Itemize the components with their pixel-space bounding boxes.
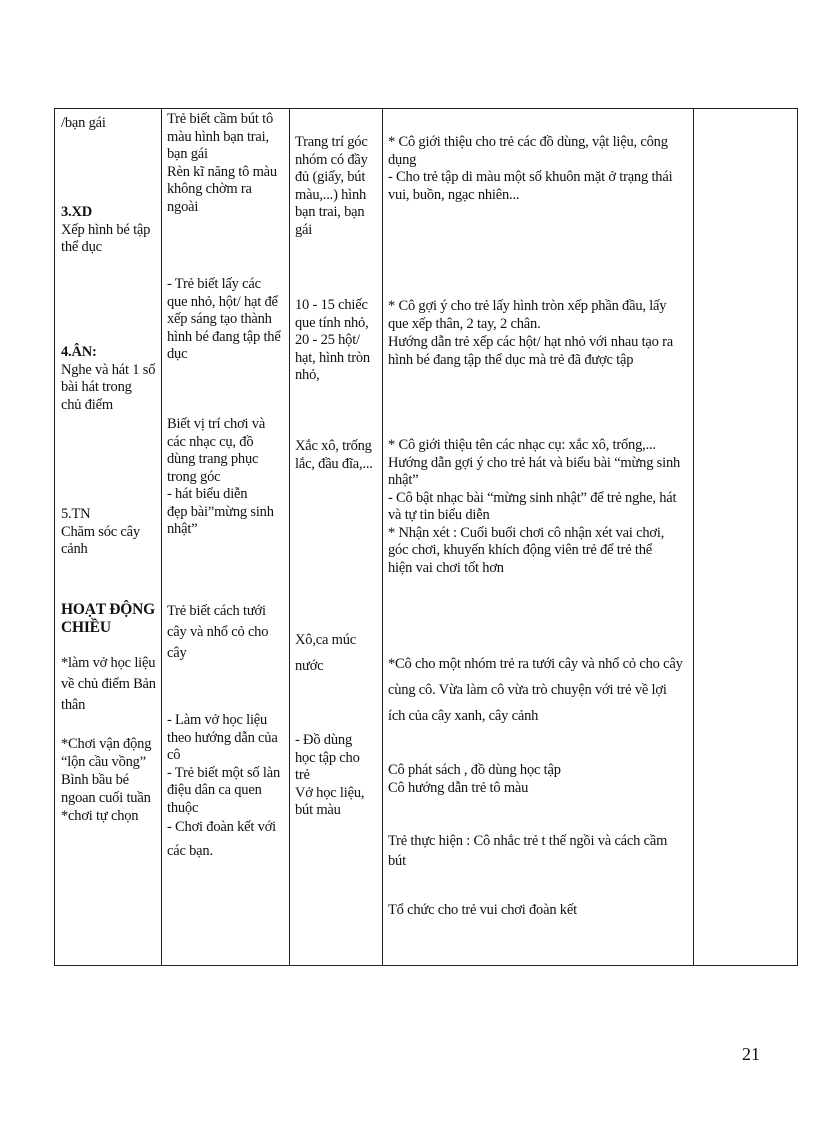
column-divider [693,109,694,965]
objective-block: Biết vị trí chơi và các nhạc cụ, đồ dùng trang phục trong góc - hát biểu diễn đẹp bài”mừng sinh nhật” [167,416,274,537]
material-block: Xắc xô, trống lắc, đầu đĩa,... [295,438,373,472]
material-block: Trang trí góc nhóm có đầy đủ (giấy, bút màu,...) hình bạn trai, bạn gái [295,134,368,238]
activity-block: *làm vở học liệu về chủ điểm Bản thân [61,655,156,713]
guidance-block: *Cô cho một nhóm trẻ ra tưới cây và nhổ cỏ cho cây cùng cô. Vừa làm cô vừa trò chuyện với trẻ về lợi ích của cây xanh, cây cảnh [388,656,683,724]
objective-block: Trẻ biết cách tưới cây và nhổ cỏ cho cây [167,603,269,661]
material-block: 10 - 15 chiếc que tính nhỏ, 20 - 25 hột/ hạt, hình tròn nhỏ, [295,297,370,383]
guidance-block: * Cô giới thiệu cho trẻ các đồ dùng, vật liệu, công dụng - Cho trẻ tập di màu một số khuôn mặt ở trạng thái vui, buồn, ngạc nhiên... [388,134,673,203]
guidance-block: Tổ chức cho trẻ vui chơi đoàn kết [388,902,577,918]
activity-block: 5.TN Chăm sóc cây cảnh [61,506,140,557]
guidance-block: * Cô gợi ý cho trẻ lấy hình tròn xếp phần đầu, lấy que xếp thân, 2 tay, 2 chân. Hướng dẫn trẻ xếp các hột/ hạt nhỏ với nhau tạo ra hình bé đang tập thể dục mà trẻ đã được tập [388,298,673,368]
activity-block: 3.XD Xếp hình bé tập thể dục [61,204,151,255]
objective-block: - Làm vở học liệu theo hướng dẫn của cô - Trẻ biết một số làn điệu dân ca quen thuộc - Chơi đoàn kết với các bạn. [167,712,281,859]
afternoon-heading: HOẠT ĐỘNG CHIỀU [61,601,155,636]
guidance-block: * Cô giới thiệu tên các nhạc cụ: xắc xô, trống,... Hướng dẫn gợi ý cho trẻ hát và biểu bài “mừng sinh nhật” - Cô bật nhạc bài “mừng sinh nhật” để trẻ nghe, hát và tự tin biểu diễn * Nhận xét : Cuối buổi chơi cô nhận xét vai chơi, góc chơi, khuyến khích động viên trẻ để trẻ thể hiện vai chơi tốt hơn [388,437,681,576]
column-divider [289,109,290,965]
lesson-plan-table [54,108,798,966]
column-divider [161,109,162,965]
column-divider [382,109,383,965]
objective-block: Trẻ biết cầm bút tô màu hình bạn trai, bạn gái Rèn kĩ năng tô màu không chờm ra ngoài [167,111,277,215]
objective-block: - Trẻ biết lấy các que nhỏ, hột/ hạt để xếp sáng tạo thành hình bé đang tập thể dục [167,276,281,362]
page-number: 21 [742,1044,760,1064]
activity-block: /bạn gái [61,115,106,131]
activity-block: 4.ÂN: Nghe và hát 1 số bài hát trong chủ điểm [61,344,156,413]
material-block: - Đồ dùng học tập cho trẻ Vở học liệu, bút màu [295,732,365,818]
material-block: Xô,ca múc nước [295,632,357,674]
guidance-block: Trẻ thực hiện : Cô nhắc trẻ t thế ngồi và cách cầm bút [388,833,668,869]
guidance-block: Cô phát sách , đồ dùng học tập Cô hướng dẫn trẻ tô màu [388,762,561,796]
activity-block: *Chơi vận động “lộn cầu vồng” Bình bầu bé ngoan cuối tuần *chơi tự chọn [61,736,152,824]
